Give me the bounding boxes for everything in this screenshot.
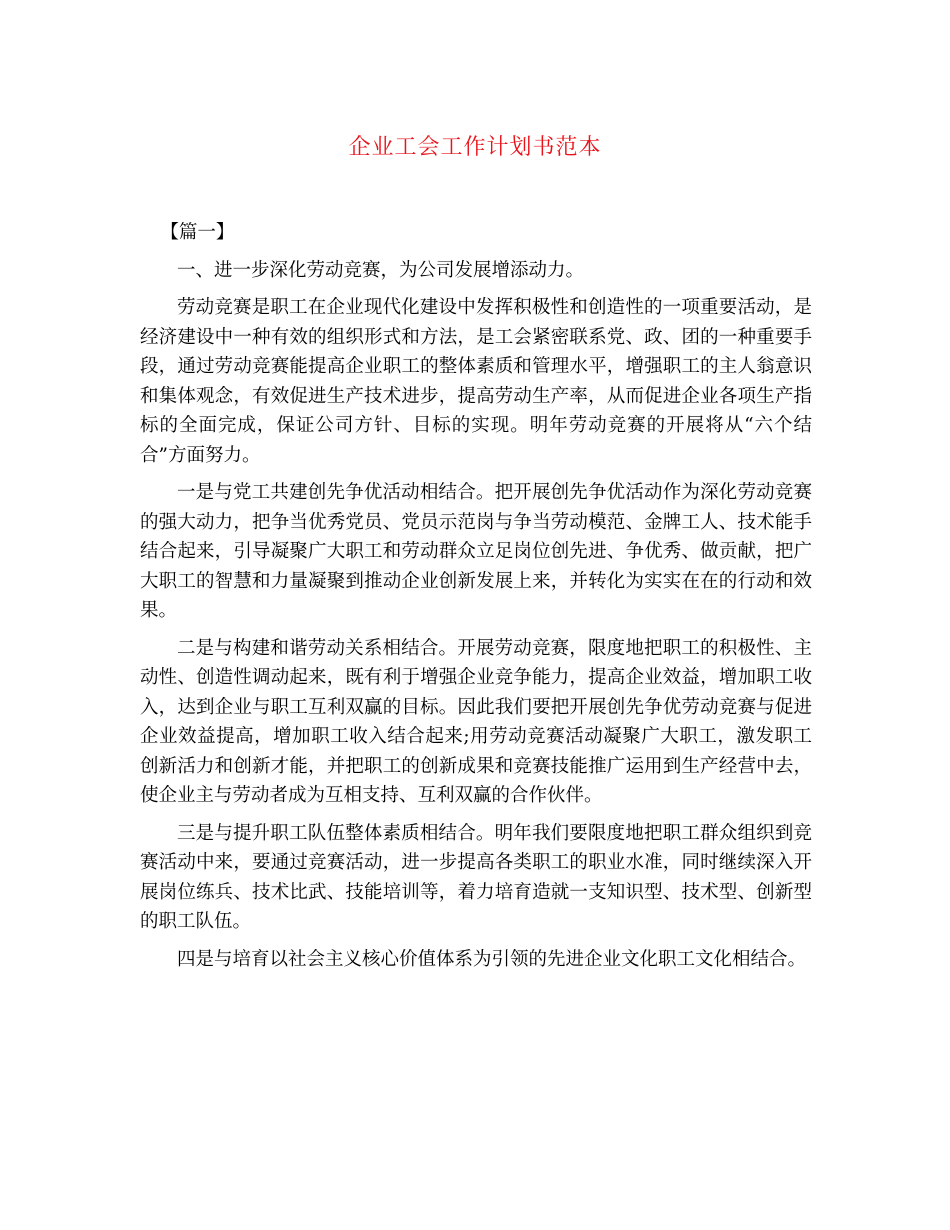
body-paragraph: 一是与党工共建创先争优活动相结合。把开展创先争优活动作为深化劳动竞赛的强大动力，把争当优秀党员、党员示范岗与争当劳动模范、金牌工人、技术能手结合起来，引导凝聚广大职工和劳动群众立足岗位创先进、争优秀、做贡献，把广大职工的智慧和力量凝聚到推动企业创新发展上来，并转化为实实在在的行动和效果。 xyxy=(140,482,812,621)
body-paragraph: 三是与提升职工队伍整体素质相结合。明年我们要限度地把职工群众组织到竞赛活动中来，要通过竞赛活动，进一步提高各类职工的职业水准，同时继续深入开展岗位练兵、技术比武、技能培训等，着力培育造就一支知识型、技术型、创新型的职工队伍。 xyxy=(140,822,812,932)
document-body xyxy=(140,218,812,982)
body-paragraph: 劳动竞赛是职工在企业现代化建设中发挥积极性和创造性的一项重要活动，是经济建设中一种有效的组织形式和方法，是工会紧密联系党、政、团的一种重要手段，通过劳动竞赛能提高企业职工的整体素质和管理水平，增强职工的主人翁意识和集体观念，有效促进生产技术进步，提高劳动生产率，从而促进企业各项生产指标的全面完成，保证公司方针、目标的实现。明年劳动竞赛的开展将从“六个结合”方面努力。 xyxy=(140,297,812,466)
section-label: 【篇一】 xyxy=(160,222,235,243)
document-title: 企业工会工作计划书范本 xyxy=(348,135,602,160)
body-paragraph: 四是与培育以社会主义核心价值体系为引领的先进企业文化职工文化相结合。 xyxy=(177,948,807,970)
heading-paragraph: 一、进一步深化劳动竞赛，为公司发展增添动力。 xyxy=(177,259,585,281)
body-paragraph: 二是与构建和谐劳动关系相结合。开展劳动竞赛，限度地把职工的积极性、主动性、创造性调动起来，既有利于增强企业竞争能力，提高企业效益，增加职工收入，达到企业与职工互利双赢的目标。因此我们要把开展创先争优劳动竞赛与促进企业效益提高，增加职工收入结合起来;用劳动竞赛活动凝聚广大职工，激发职工创新活力和创新才能，并把职工的创新成果和竞赛技能推广运用到生产经营中去，使企业主与劳动者成为互相支持、互利双赢的合作伙伴。 xyxy=(140,637,812,806)
